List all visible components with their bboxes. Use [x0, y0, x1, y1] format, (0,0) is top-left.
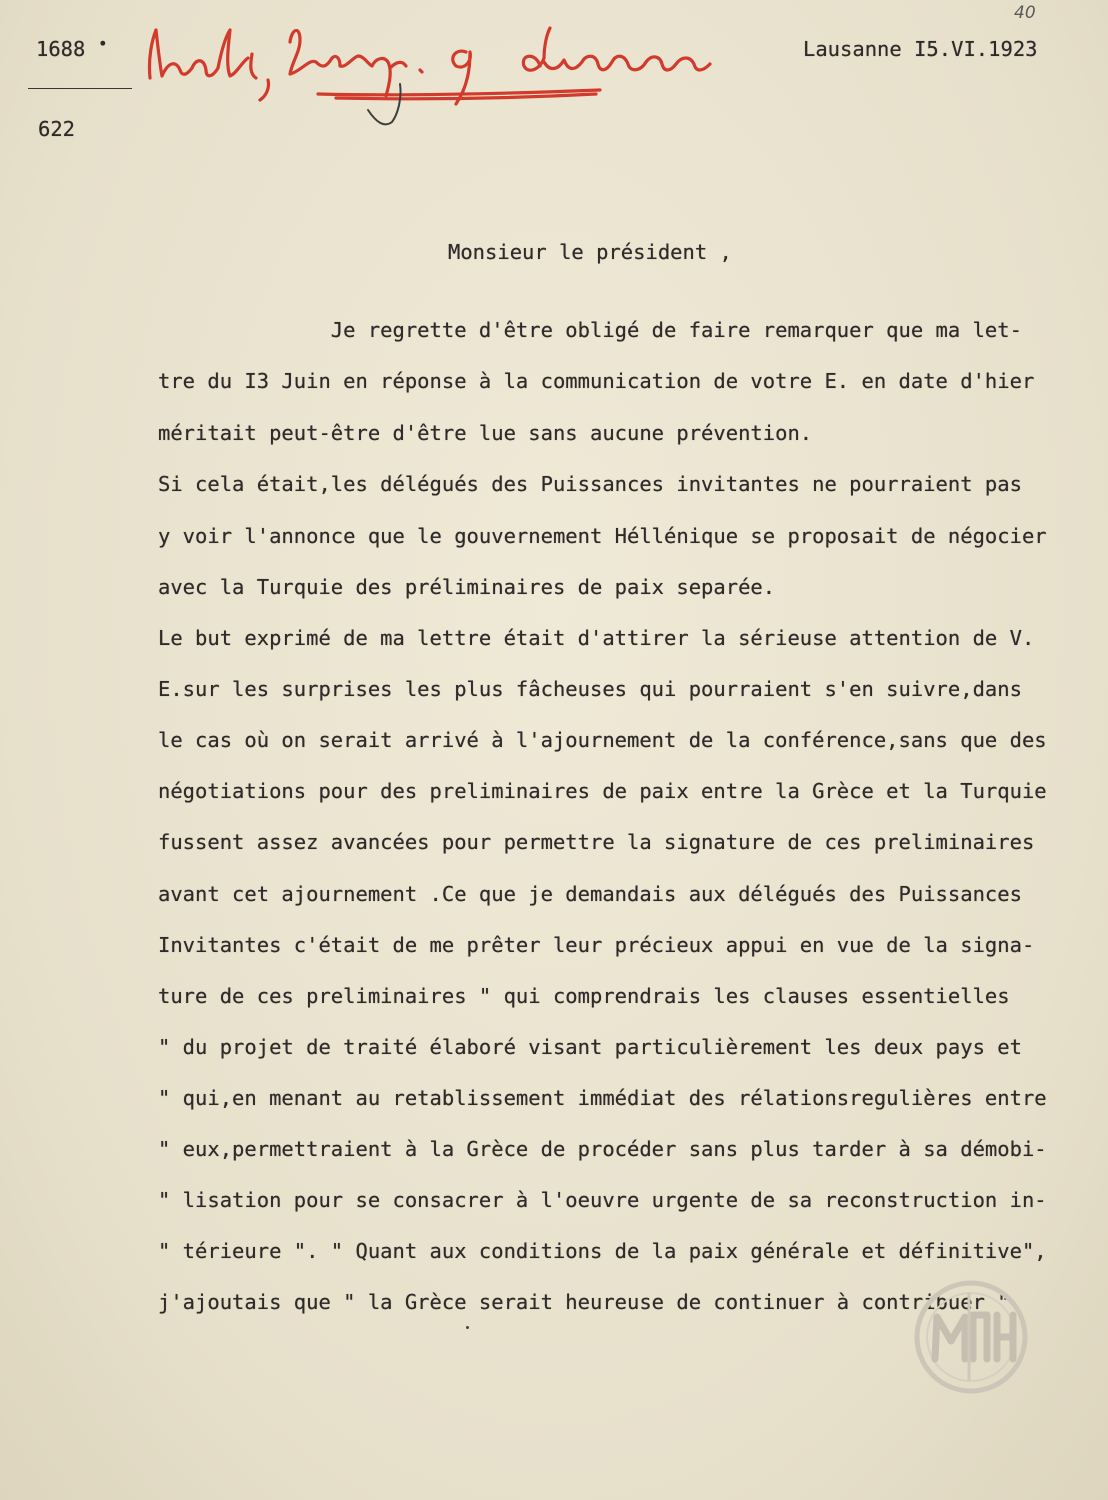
- document-number-mark: •: [98, 34, 108, 53]
- salutation: Monsieur le président ,: [448, 240, 732, 264]
- body-line: méritait peut-être d'être lue sans aucune prévention.: [158, 421, 813, 445]
- body-line: avec la Turquie des préliminaires de paix separée.: [158, 575, 776, 599]
- body-line: le cas où on serait arrivé à l'ajournement de la conférence,sans que des: [158, 728, 1047, 752]
- document-number: 1688: [36, 37, 86, 61]
- body-line: négotiations pour des preliminaires de paix entre la Grèce et la Turquie: [158, 779, 1047, 803]
- body-line: " lisation pour se consacrer à l'oeuvre urgente de sa reconstruction in-: [158, 1188, 1047, 1212]
- body-line: Invitantes c'était de me prêter leur précieux appui en vue de la signa-: [158, 933, 1035, 957]
- body-line: Si cela était,les délégués des Puissances invitantes ne pourraient pas: [158, 472, 1022, 496]
- place-date: Lausanne I5.VI.1923: [803, 37, 1038, 61]
- header-rule: [28, 88, 132, 89]
- sub-number: 622: [38, 117, 76, 141]
- handwritten-annotation: [140, 18, 790, 138]
- body-line: E.sur les surprises les plus fâcheuses qui pourraient s'en suivre,dans: [158, 677, 1022, 701]
- archive-stamp-logo: [913, 1279, 1029, 1395]
- body-line: Le but exprimé de ma lettre était d'attirer la sérieuse attention de V.: [158, 626, 1035, 650]
- body-line: " térieure ". " Quant aux conditions de la paix générale et définitive",: [158, 1239, 1047, 1263]
- body-line: Je regrette d'être obligé de faire remarquer que ma let-: [158, 318, 1022, 342]
- ink-dot: [466, 1326, 469, 1329]
- body-line: fussent assez avancées pour permettre la signature de ces preliminaires: [158, 830, 1035, 854]
- body-line: avant cet ajournement .Ce que je demandais aux délégués des Puissances: [158, 882, 1022, 906]
- body-line: " eux,permettraient à la Grèce de procéder sans plus tarder à sa démobi-: [158, 1137, 1047, 1161]
- body-line: j'ajoutais que " la Grèce serait heureuse de continuer à contribuer ": [158, 1290, 1010, 1314]
- body-line: " du projet de traité élaboré visant particulièrement les deux pays et: [158, 1035, 1022, 1059]
- body-line: " qui,en menant au retablissement immédiat des rélationsregulières entre: [158, 1086, 1047, 1110]
- body-line: y voir l'annonce que le gouvernement Héllénique se proposait de négocier: [158, 524, 1047, 548]
- body-line: tre du I3 Juin en réponse à la communication de votre E. en date d'hier: [158, 369, 1035, 393]
- body-line: ture de ces preliminaires " qui comprendrais les clauses essentielles: [158, 984, 1010, 1008]
- pencil-page-number: 40: [1014, 3, 1036, 23]
